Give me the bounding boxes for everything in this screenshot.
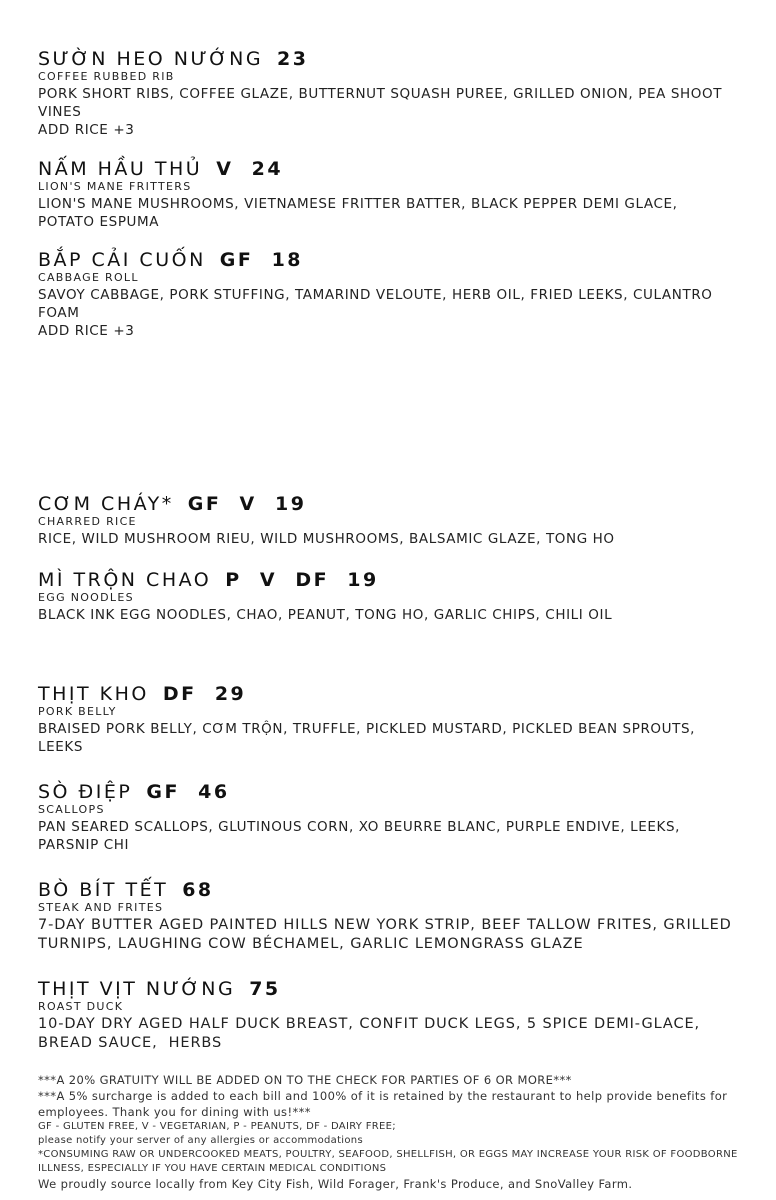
item-subtitle: EGG NOODLES xyxy=(38,591,134,604)
item-title xyxy=(38,158,738,180)
menu-item-bap-cai-cuon xyxy=(38,249,738,340)
item-description: 10-DAY DRY AGED HALF DUCK BREAST, CONFIT DUCK LEGS, 5 SPICE DEMI-GLACE, BREAD SAUCE, HERBS xyxy=(38,1016,706,1051)
dietary-legend: GF - GLUTEN FREE, V - VEGETARIAN, P - PEANUTS, DF - DAIRY FREE; xyxy=(38,1121,396,1132)
item-description: BRAISED PORK BELLY, CƠM TRỘN, TRUFFLE, PICKLED MUSTARD, PICKLED BEAN SPROUTS, LEEKS xyxy=(38,721,696,755)
menu-item-mi-tron-chao xyxy=(38,569,738,624)
menu-item-thit-vit-nuong xyxy=(38,978,738,1053)
menu-item-suon-heo-nuong xyxy=(38,48,738,139)
item-tags-price: GF 18 xyxy=(219,249,304,271)
menu-footer xyxy=(38,1072,758,1192)
item-tags-price: V 24 xyxy=(216,158,284,180)
item-description: 7-DAY BUTTER AGED PAINTED HILLS NEW YORK STRIP, BEEF TALLOW FRITES, GRILLED TURNIPS, LAUGHING COW BÉCHAMEL, GARLIC LEMONGRASS GLAZE xyxy=(38,917,732,952)
item-tags-price: GF 46 xyxy=(146,781,230,803)
menu-item-so-diep xyxy=(38,781,738,854)
item-name: MÌ TRỘN CHAO xyxy=(38,569,212,591)
item-name: CƠM CHÁY* xyxy=(38,493,174,515)
item-tags-price: 75 xyxy=(249,978,281,1000)
surcharge-note: ***A 5% surcharge is added to each bill and 100% of it is retained by the restaurant to help provide benefits for employees. Thank you for dining with us!*** xyxy=(38,1089,728,1119)
item-description: PORK SHORT RIBS, COFFEE GLAZE, BUTTERNUT SQUASH PUREE, GRILLED ONION, PEA SHOOT VINES xyxy=(38,86,723,120)
item-name: THỊT VỊT NƯỚNG xyxy=(38,978,236,1000)
item-title xyxy=(38,249,738,271)
item-description: LION'S MANE MUSHROOMS, VIETNAMESE FRITTER BATTER, BLACK PEPPER DEMI GLACE, POTATO ESPUMA xyxy=(38,196,678,230)
item-tags-price: DF 29 xyxy=(162,683,247,705)
item-subtitle: LION'S MANE FRITTERS xyxy=(38,180,192,193)
item-title xyxy=(38,781,738,803)
item-subtitle: PORK BELLY xyxy=(38,705,117,718)
item-name: BẮP CẢI CUỐN xyxy=(38,249,206,271)
item-title xyxy=(38,493,738,515)
item-subtitle: STEAK AND FRITES xyxy=(38,901,164,914)
item-title xyxy=(38,569,738,591)
item-tags-price: 23 xyxy=(277,48,309,70)
item-title xyxy=(38,48,738,70)
item-name: THỊT KHO xyxy=(38,683,149,705)
allergy-note: please notify your server of any allergies or accommodations xyxy=(38,1135,363,1146)
item-tags-price: 68 xyxy=(182,879,214,901)
consumer-advisory: *CONSUMING RAW OR UNDERCOOKED MEATS, POULTRY, SEAFOOD, SHELLFISH, OR EGGS MAY INCREASE YOUR RISK OF FOODBORNE ILLNESS, ESPECIALLY IF YOU HAVE CERTAIN MEDICAL CONDITIONS xyxy=(38,1149,738,1174)
item-subtitle: COFFEE RUBBED RIB xyxy=(38,70,175,83)
item-description: RICE, WILD MUSHROOM RIEU, WILD MUSHROOMS, BALSAMIC GLAZE, TONG HO xyxy=(38,531,615,547)
item-title xyxy=(38,978,738,1000)
menu-item-thit-kho xyxy=(38,683,738,756)
gratuity-note: ***A 20% GRATUITY WILL BE ADDED ON TO THE CHECK FOR PARTIES OF 6 OR MORE*** xyxy=(38,1073,572,1087)
item-subtitle: CABBAGE ROLL xyxy=(38,271,139,284)
item-subtitle: ROAST DUCK xyxy=(38,1000,124,1013)
item-tags-price: P V DF 19 xyxy=(225,569,379,591)
menu-item-com-chay xyxy=(38,493,738,548)
item-title xyxy=(38,879,738,901)
item-title xyxy=(38,683,738,705)
sourcing-note: We proudly source locally from Key City Fish, Wild Forager, Frank's Produce, and SnoValley Farm. xyxy=(38,1177,633,1191)
item-tags-price: GF V 19 xyxy=(187,493,307,515)
menu-item-nam-hau-thu xyxy=(38,158,738,231)
item-subtitle: CHARRED RICE xyxy=(38,515,137,528)
item-subtitle: SCALLOPS xyxy=(38,803,105,816)
item-name: SƯỜN HEO NƯỚNG xyxy=(38,48,264,70)
menu-item-bo-bit-tet xyxy=(38,879,738,954)
item-name: SÒ ĐIỆP xyxy=(38,781,133,803)
item-description: SAVOY CABBAGE, PORK STUFFING, TAMARIND VELOUTE, HERB OIL, FRIED LEEKS, CULANTRO FOAM xyxy=(38,287,713,321)
item-addon: ADD RICE +3 xyxy=(38,122,135,138)
item-addon: ADD RICE +3 xyxy=(38,323,135,339)
item-description: BLACK INK EGG NOODLES, CHAO, PEANUT, TONG HO, GARLIC CHIPS, CHILI OIL xyxy=(38,607,613,623)
item-description: PAN SEARED SCALLOPS, GLUTINOUS CORN, XO BEURRE BLANC, PURPLE ENDIVE, LEEKS, PARSNIP CHI xyxy=(38,819,681,853)
item-name: NẤM HẦU THỦ xyxy=(38,158,203,180)
item-name: BÒ BÍT TẾT xyxy=(38,879,169,901)
